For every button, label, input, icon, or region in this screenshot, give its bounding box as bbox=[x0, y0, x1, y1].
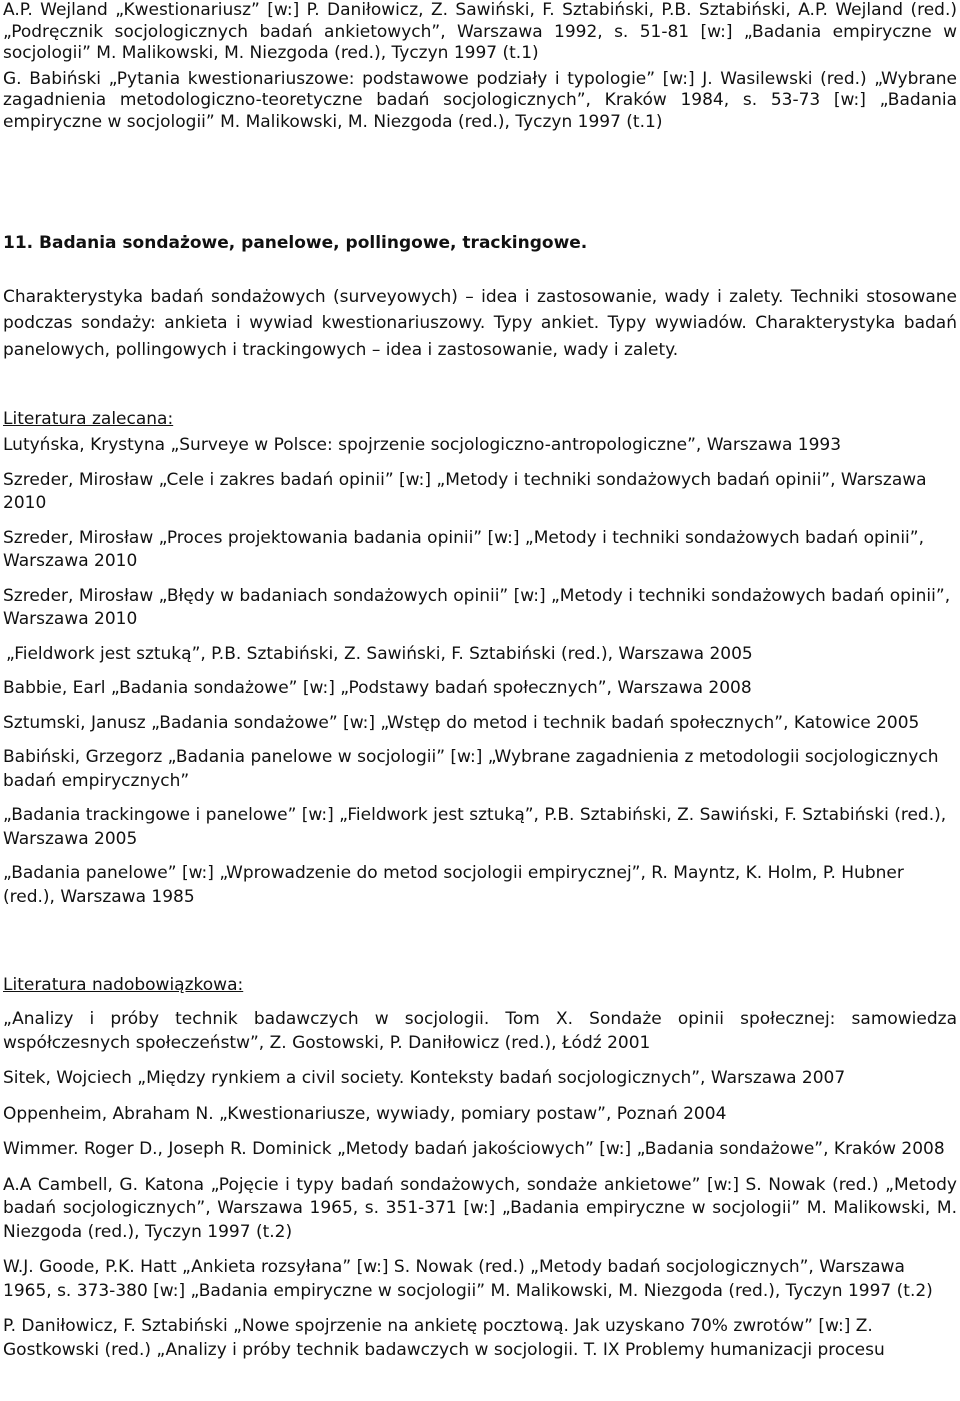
reference-item: A.P. Wejland „Kwestionariusz” [w:] P. Daniłowicz, Z. Sawiński, F. Sztabiński, P.B. Sztabiński, A.P. Wejland (red.) „Podręcznik socjologicznych badań ankietowych”, Warszawa 1992, s. 51-81 [w:] „Badania empiryczne w socjologii” M. Malikowski, M. Niezgoda (red.), Tyczyn 1997 (t.1) bbox=[3, 0, 957, 63]
recommended-literature-label: Literatura zalecana: bbox=[3, 409, 174, 429]
supplementary-literature-label: Literatura nadobowiązkowa: bbox=[3, 975, 244, 995]
list-item: Oppenheim, Abraham N. „Kwestionariusze, wywiady, pomiary postaw”, Poznań 2004 bbox=[3, 1103, 727, 1124]
list-item: „Badania trackingowe i panelowe” [w:] „Fieldwork jest sztuką”, P.B. Sztabiński, Z. Sawiński, F. Sztabiński (red.), Warszawa 2005 bbox=[3, 805, 947, 849]
list-item: Szreder, Mirosław „Proces projektowania badania opinii” [w:] „Metody i techniki sondażowych badań opinii”, Warszawa 2010 bbox=[3, 527, 924, 571]
list-item: Wimmer. Roger D., Joseph R. Dominick „Metody badań jakościowych” [w:] „Badania sondażowe”, Kraków 2008 bbox=[3, 1139, 945, 1159]
list-item: Babiński, Grzegorz „Badania panelowe w socjologii” [w:] „Wybrane zagadnienia z metodologii socjologicznych badań empirycznych” bbox=[3, 747, 939, 791]
list-item: Lutyńska, Krystyna „Surveye w Polsce: spojrzenie socjologiczno-antropologiczne”, Warszawa 1993 bbox=[3, 435, 842, 455]
list-item: Babbie, Earl „Badania sondażowe” [w:] „Podstawy badań społecznych”, Warszawa 2008 bbox=[3, 678, 752, 698]
list-item: Szreder, Mirosław „Cele i zakres badań opinii” [w:] „Metody i techniki sondażowych badań opinii”, Warszawa 2010 bbox=[3, 469, 927, 513]
list-item: P. Daniłowicz, F. Sztabiński „Nowe spojrzenie na ankietę pocztową. Jak uzyskano 70% zwrotów” [w:] Z. Gostkowski (red.) „Analizy i próby technik badawczych w socjologii. T. IX Problemy humanizacji procesu bbox=[3, 1316, 885, 1360]
section-heading: 11. Badania sondażowe, panelowe, pollingowe, trackingowe. bbox=[3, 233, 588, 253]
list-item: Sitek, Wojciech „Między rynkiem a civil society. Konteksty badań socjologicznych”, Warszawa 2007 bbox=[3, 1068, 846, 1088]
top-references bbox=[3, 0, 957, 133]
recommended-literature-list bbox=[3, 434, 957, 920]
section-description: Charakterystyka badań sondażowych (surveyowych) – idea i zastosowanie, wady i zalety. Techniki stosowane podczas sondaży: ankieta i wywiad kwestionariuszowy. Typy ankiet. Typy wywiadów. Charakterystyka badań panelowych, pollingowych i trackingowych – idea i zastosowanie, wady i zalety. bbox=[3, 287, 957, 360]
list-item: A.A Cambell, G. Katona „Pojęcie i typy badań sondażowych, sondaże ankietowe” [w:] S. Nowak (red.) „Metody badań socjologicznych”, Warszawa 1965, s. 351-371 [w:] „Badania empiryczne w socjologii” M. Malikowski, M. Niezgoda (red.), Tyczyn 1997 (t.2) bbox=[3, 1174, 957, 1242]
list-item: „Analizy i próby technik badawczych w socjologii. Tom X. Sondaże opinii społecznej: samowiedza współczesnych społeczeństw”, Z. Gostowski, P. Daniłowicz (red.), Łódź 2001 bbox=[3, 1009, 957, 1053]
list-item: „Badania panelowe” [w:] „Wprowadzenie do metod socjologii empirycznej”, R. Mayntz, K. Holm, P. Hubner (red.), Warszawa 1985 bbox=[3, 863, 904, 907]
list-item: Sztumski, Janusz „Badania sondażowe” [w:] „Wstęp do metod i technik badań społecznych”, Katowice 2005 bbox=[3, 712, 920, 733]
list-item: Szreder, Mirosław „Błędy w badaniach sondażowych opinii” [w:] „Metody i techniki sondażowych badań opinii”, Warszawa 2010 bbox=[3, 585, 951, 629]
list-item: „Fieldwork jest sztuką”, P.B. Sztabiński, Z. Sawiński, F. Sztabiński (red.), Warszawa 2005 bbox=[6, 643, 753, 664]
list-item: W.J. Goode, P.K. Hatt „Ankieta rozsyłana” [w:] S. Nowak (red.) „Metody badań socjologicznych”, Warszawa 1965, s. 373-380 [w:] „Badania empiryczne w socjologii” M. Malikowski, M. Niezgoda (red.), Tyczyn 1997 (t.2) bbox=[3, 1257, 933, 1301]
supplementary-literature-list bbox=[3, 1008, 957, 1374]
reference-item: G. Babiński „Pytania kwestionariuszowe: podstawowe podziały i typologie” [w:] J. Wasilewski (red.) „Wybrane zagadnienia metodologiczno-teoretyczne badań socjologicznych”, Kraków 1984, s. 53-73 [w:] „Badania empiryczne w socjologii” M. Malikowski, M. Niezgoda (red.), Tyczyn 1997 (t.1) bbox=[3, 68, 957, 132]
